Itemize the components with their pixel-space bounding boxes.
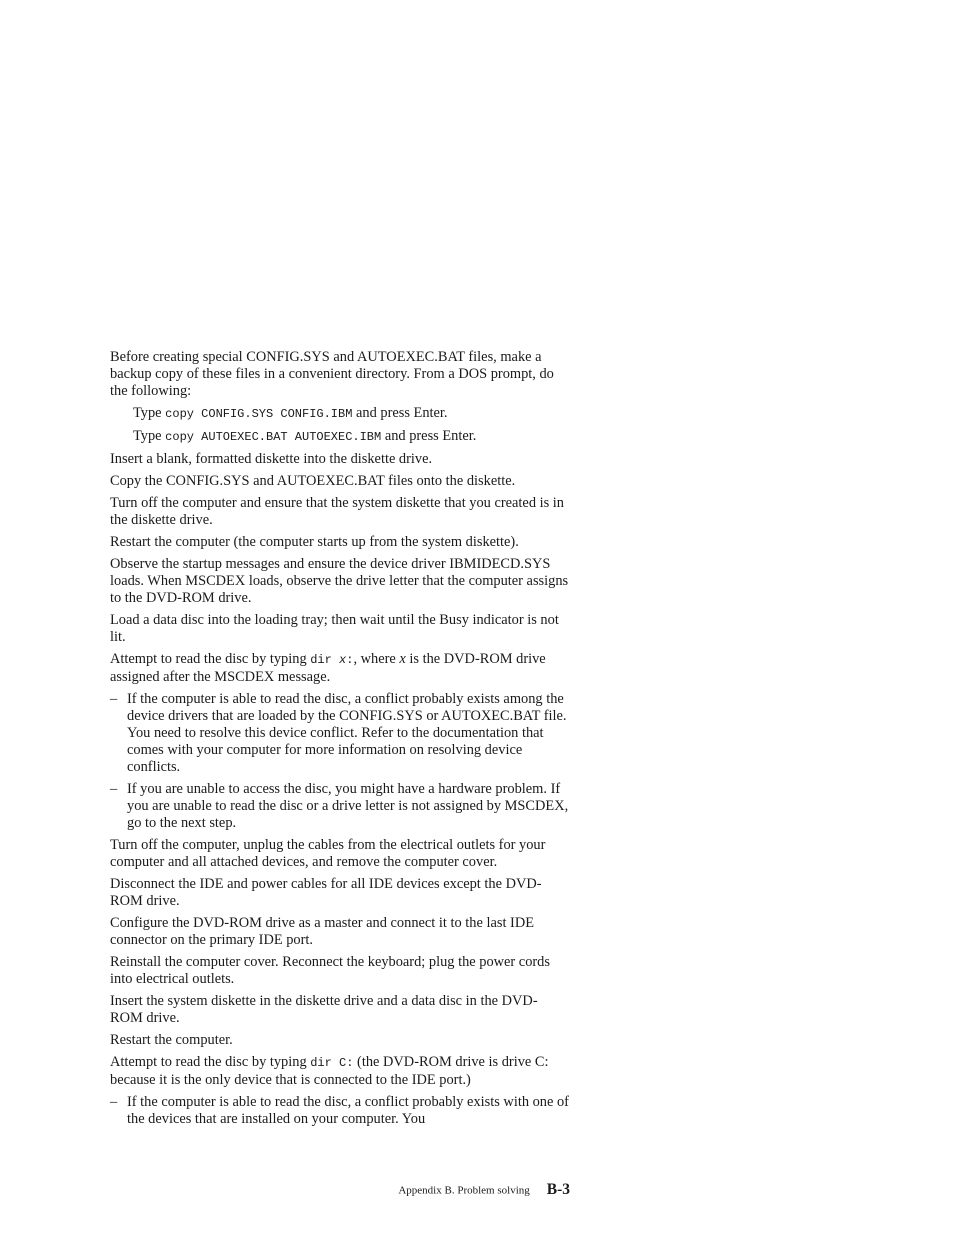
dash-bullet: – — [110, 1094, 118, 1110]
bullet-conflict-devices: If the computer is able to read the disc, a conflict probably exists with one of the devices that are installed on your computer. You — [127, 1094, 569, 1127]
step-load-disc: Load a data disc into the loading tray; then wait until the Busy indicator is not lit. — [110, 612, 559, 645]
step-reinstall-cover: Reinstall the computer cover. Reconnect the keyboard; plug the power cords into electrical outlets. — [110, 954, 550, 987]
step-observe-startup: Observe the startup messages and ensure the device driver IBMIDECD.SYS loads. When MSCDEX loads, observe the drive letter that the computer assigns to the DVD-ROM drive. — [110, 556, 569, 606]
step-disconnect-ide: Disconnect the IDE and power cables for all IDE devices except the DVD-ROM drive. — [110, 876, 542, 909]
bullet-hardware-problem: If you are unable to access the disc, you might have a hardware problem. If you are unable to read the disc or a drive letter is not assigned by MSCDEX, go to the next step. — [127, 781, 569, 831]
command-copy-config: copy CONFIG.SYS CONFIG.IBM — [165, 407, 353, 421]
list-item — [110, 1094, 570, 1128]
page-body — [110, 349, 570, 1133]
step-configure-master: Configure the DVD-ROM drive as a master and connect it to the last IDE connector on the primary IDE port. — [110, 915, 535, 948]
footer-section-title: Appendix B. Problem solving — [398, 1184, 530, 1197]
command-dir-x: dir x: — [310, 653, 354, 667]
step-turn-off: Turn off the computer and ensure that the system diskette that you created is in the diskette drive. — [110, 495, 565, 528]
dash-bullet: – — [110, 781, 118, 797]
step-copy-files: Copy the CONFIG.SYS and AUTOEXEC.BAT files onto the diskette. — [110, 473, 516, 489]
command-dir-c: dir C: — [310, 1056, 354, 1070]
step-restart-again: Restart the computer. — [110, 1032, 233, 1048]
step-unplug-cables: Turn off the computer, unplug the cables from the electrical outlets for your computer and all attached devices, and remove the computer cover. — [110, 837, 546, 870]
list-item — [110, 781, 570, 832]
step-copy-config: Type copy CONFIG.SYS CONFIG.IBM and press Enter. — [133, 405, 448, 421]
step-insert-system-diskette: Insert the system diskette in the diskette drive and a data disc in the DVD-ROM drive. — [110, 993, 538, 1026]
command-copy-autoexec: copy AUTOEXEC.BAT AUTOEXEC.IBM — [165, 430, 382, 444]
step-copy-autoexec: Type copy AUTOEXEC.BAT AUTOEXEC.IBM and press Enter. — [133, 428, 477, 444]
page-footer — [383, 1181, 570, 1199]
step-attempt-read-x: Attempt to read the disc by typing dir x:, where x is the DVD-ROM drive assigned after the MSCDEX message. — [110, 651, 546, 685]
step-attempt-read-c: Attempt to read the disc by typing dir C: (the DVD-ROM drive is drive C: because it is the only device that is connected to the IDE port.) — [110, 1054, 549, 1088]
step-restart: Restart the computer (the computer starts up from the system diskette). — [110, 534, 519, 550]
step-insert-blank-diskette: Insert a blank, formatted diskette into the diskette drive. — [110, 451, 433, 467]
bullet-conflict-drivers: If the computer is able to read the disc, a conflict probably exists among the device drivers that are loaded by the CONFIG.SYS or AUTOXEC.BAT file. You need to resolve this device conflict. Refer to the documentation that comes with your computer for more information on resolving device conflicts. — [127, 691, 567, 775]
dash-bullet: – — [110, 691, 118, 707]
list-item — [110, 691, 570, 776]
intro-paragraph: Before creating special CONFIG.SYS and AUTOEXEC.BAT files, make a backup copy of these files in a convenient directory. From a DOS prompt, do the following: — [110, 349, 554, 399]
page-number: B-3 — [546, 1181, 570, 1199]
